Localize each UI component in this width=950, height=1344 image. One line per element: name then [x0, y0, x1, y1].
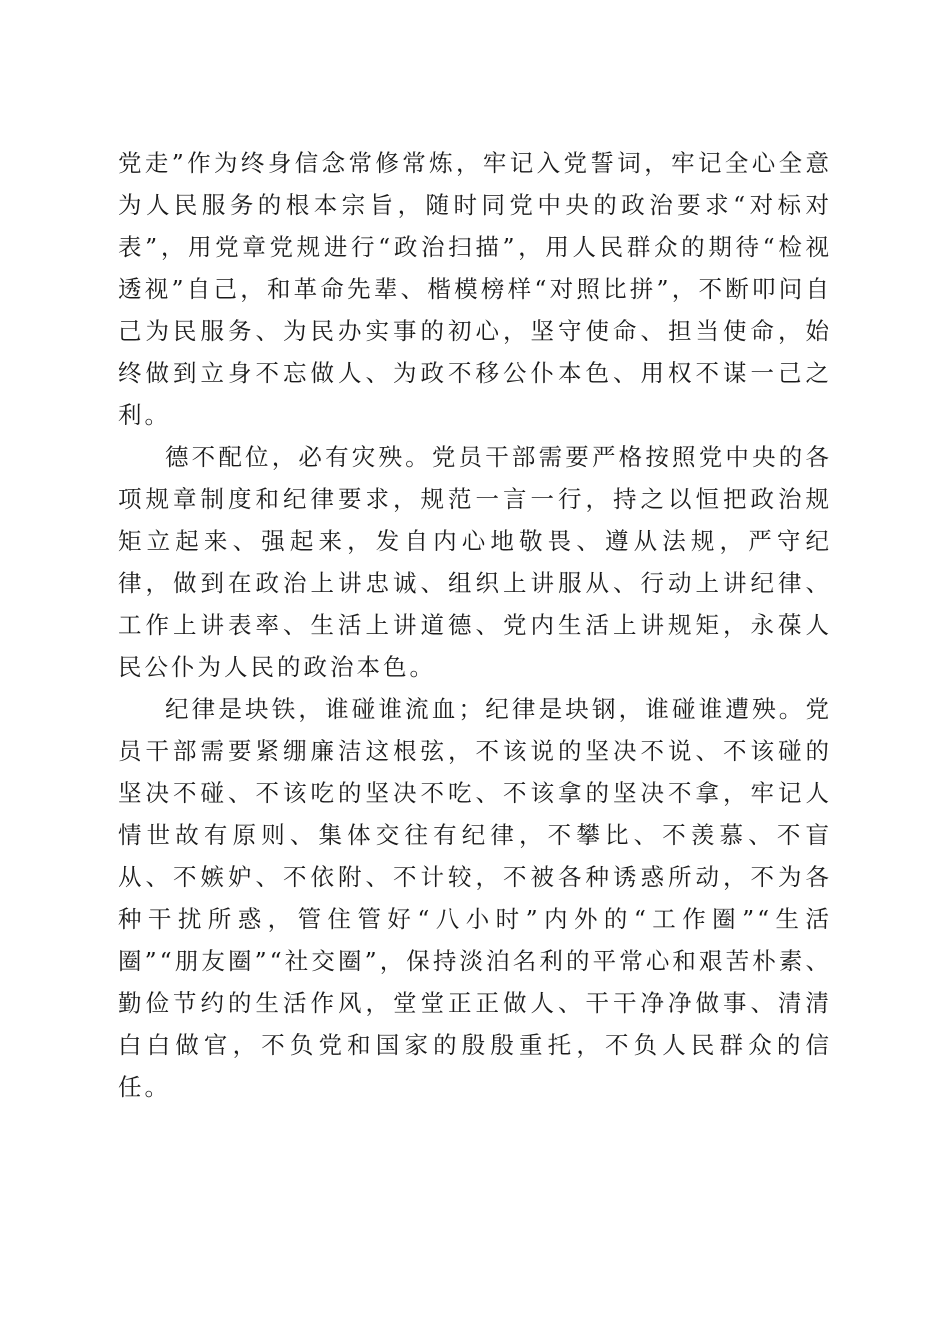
paragraph-3: 纪律是块铁，谁碰谁流血；纪律是块钢，谁碰谁遭殃。党员干部需要紧绷廉洁这根弦，不该说的坚决不说、不该碰的坚决不碰、不该吃的坚决不吃、不该拿的坚决不拿，牢记人情世故有原则、集体交往有纪律，不攀比、不羡慕、不盲从、不嫉妒、不依附、不计较，不被各种诱惑所动，不为各种干扰所惑，管住管好“八小时”内外的“工作圈”“生活圈”“朋友圈”“社交圈”，保持淡泊名利的平常心和艰苦朴素、勤俭节约的生活作风，堂堂正正做人、干干净净做事、清清白白做官，不负党和国家的殷殷重托，不负人民群众的信任。 — [118, 695, 832, 1101]
document-body — [118, 142, 832, 1108]
paragraph-1: 党走”作为终身信念常修常炼，牢记入党誓词，牢记全心全意为人民服务的根本宗旨，随时同党中央的政治要求“对标对表”，用党章党规进行“政治扫描”，用人民群众的期待“检视透视”自己，和革命先辈、楷模榜样“对照比拼”，不断叩问自己为民服务、为民办实事的初心，坚守使命、担当使命，始终做到立身不忘做人、为政不移公仆本色、用权不谋一己之利。 — [118, 149, 832, 429]
paragraph-2: 德不配位，必有灾殃。党员干部需要严格按照党中央的各项规章制度和纪律要求，规范一言一行，持之以恒把政治规矩立起来、强起来，发自内心地敬畏、遵从法规，严守纪律，做到在政治上讲忠诚、组织上讲服从、行动上讲纪律、工作上讲表率、生活上讲道德、党内生活上讲规矩，永葆人民公仆为人民的政治本色。 — [118, 443, 832, 681]
